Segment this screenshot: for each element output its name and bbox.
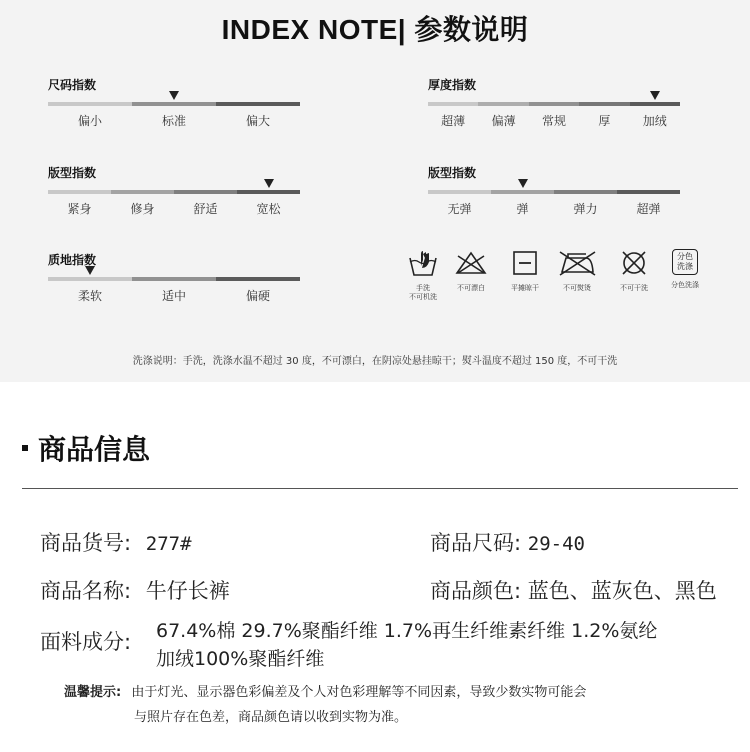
scale-segment: [132, 277, 216, 281]
color-label: 商品颜色:: [430, 579, 522, 603]
care-caption: 不可漂白: [457, 284, 485, 292]
scale-stretch: [428, 164, 680, 224]
scale-bar: [428, 190, 680, 194]
care-item: [549, 248, 605, 293]
size-row: [430, 527, 585, 557]
material-label: 面料成分:: [40, 630, 132, 654]
scale-segment: [617, 190, 680, 194]
care-item: [657, 248, 713, 290]
no-dry-clean-icon: [618, 248, 650, 278]
size-value: 29-40: [527, 533, 585, 555]
separate-wash-icon: 分色 洗涤: [672, 249, 698, 275]
scale-texture: [48, 251, 300, 311]
scale-label: 无弹: [447, 202, 472, 216]
index-note-title: INDEX NOTE| 参数说明: [221, 14, 529, 45]
scale-bar: [48, 102, 300, 106]
scale-segment: [174, 190, 237, 194]
scale-labels: [428, 112, 680, 128]
scale-segment: [529, 102, 579, 106]
scale-label: 舒适: [193, 202, 218, 216]
size-label: 商品尺码:: [430, 531, 522, 555]
scale-size: [48, 76, 300, 136]
product-info-heading: [22, 428, 150, 468]
material-line-2: 加绒100%聚酯纤维: [156, 648, 325, 670]
selected-marker-icon: [169, 91, 179, 100]
wash-instructions: 洗涤说明：手洗，洗涤水温不超过 30 度，不可漂白，在阴凉处悬挂晾干；熨斗温度不超过 150 度，不可干洗: [132, 356, 618, 367]
care-caption: 不可干洗: [620, 284, 648, 292]
selected-marker-icon: [518, 179, 528, 188]
scale-label: 适中: [161, 289, 187, 303]
care-icons-row: [395, 248, 715, 308]
scale-label: 弹: [516, 202, 529, 216]
care-caption: 分色洗涤: [671, 281, 699, 289]
scale-label: 偏薄: [491, 114, 516, 128]
scale-label: 偏硬: [245, 289, 271, 303]
care-item: [497, 248, 553, 293]
hand-wash-icon: [407, 248, 439, 278]
divider: [22, 488, 738, 489]
scale-label: 偏小: [77, 114, 103, 128]
scale-segment: [216, 277, 300, 281]
scale-title: 尺码指数: [48, 78, 97, 92]
scale-label: 加绒: [642, 114, 667, 128]
bullet-square-icon: [22, 445, 28, 451]
scale-segment: [491, 190, 554, 194]
selected-marker-icon: [650, 91, 660, 100]
scale-segment: [216, 102, 300, 106]
color-row: [430, 575, 717, 605]
scale-label: 超薄: [441, 114, 466, 128]
scale-segment: [554, 190, 617, 194]
scale-thickness: [428, 76, 680, 136]
scale-bar: [48, 277, 300, 281]
scale-segment: [579, 102, 629, 106]
scale-segment: [630, 102, 680, 106]
care-item: [606, 248, 662, 293]
selected-marker-icon: [264, 179, 274, 188]
scale-labels: [48, 112, 300, 128]
scale-label: 宽松: [256, 202, 281, 216]
care-caption: 平摊晾干: [511, 284, 539, 292]
name-row: [40, 575, 230, 605]
scale-segment: [428, 102, 478, 106]
sku-row: [40, 527, 192, 557]
scale-label: 超弹: [636, 202, 661, 216]
scale-segment: [132, 102, 216, 106]
scale-segment: [48, 277, 132, 281]
scale-label: 柔软: [77, 289, 103, 303]
no-bleach-icon: [453, 248, 489, 278]
scale-segment: [478, 102, 528, 106]
selected-marker-icon: [85, 266, 95, 275]
notice-label: 温馨提示:: [64, 685, 122, 700]
care-caption: 手洗 不可机洗: [409, 284, 437, 301]
sku-label: 商品货号:: [40, 531, 132, 555]
scale-labels: [48, 200, 300, 216]
scale-segment: [48, 190, 111, 194]
notice-line-2: 与照片存在色差，商品颜色请以收到实物为准。: [134, 710, 408, 725]
notice: [64, 680, 586, 730]
scale-bar: [48, 190, 300, 194]
care-item: [443, 248, 499, 293]
scale-segment: [237, 190, 300, 194]
notice-text-1: 由于灯光、显示器色彩偏差及个人对色彩理解等不同因素，导致少数实物可能会: [131, 685, 587, 700]
scale-labels: [428, 200, 680, 216]
color-value: 蓝色、蓝灰色、黑色: [527, 579, 717, 603]
scale-label: 弹力: [573, 202, 598, 216]
scale-title: 版型指数: [428, 166, 477, 180]
name-value: 牛仔长裤: [145, 579, 230, 603]
scale-title: 质地指数: [48, 253, 97, 267]
section-title: 商品信息: [38, 433, 151, 466]
scale-labels: [48, 287, 300, 303]
care-caption: 不可熨烫: [563, 284, 591, 292]
scale-fit: [48, 164, 300, 224]
scale-segment: [111, 190, 174, 194]
scale-title: 厚度指数: [428, 78, 477, 92]
material-line-1: 67.4%棉 29.7%聚酯纤维 1.7%再生纤维素纤维 1.2%氨纶: [156, 620, 658, 642]
scale-label: 紧身: [67, 202, 92, 216]
scale-label: 修身: [130, 202, 155, 216]
sku-value: 277#: [145, 533, 192, 555]
scale-label: 标准: [161, 114, 187, 128]
scale-segment: [48, 102, 132, 106]
scale-bar: [428, 102, 680, 106]
scale-label: 厚: [598, 114, 611, 128]
scale-label: 偏大: [245, 114, 271, 128]
scale-segment: [428, 190, 491, 194]
no-iron-icon: [556, 248, 598, 278]
dry-flat-icon: [510, 248, 540, 278]
scale-title: 版型指数: [48, 166, 97, 180]
notice-line-1: [64, 680, 586, 705]
scale-label: 常规: [541, 114, 567, 128]
name-label: 商品名称:: [40, 579, 132, 603]
